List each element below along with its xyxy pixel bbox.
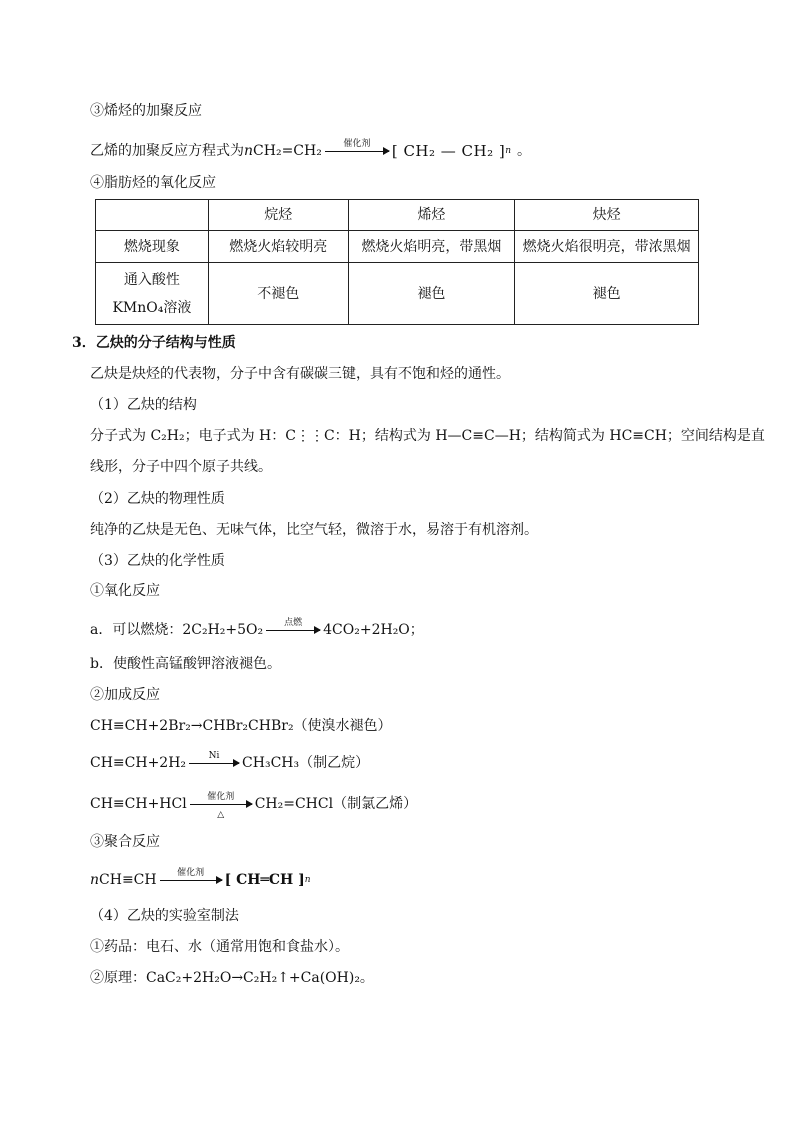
hydrocarbon-oxidation-table (95, 199, 699, 325)
intro-paragraph: 乙炔是炔烃的代表物，分子中含有碳碳三键，具有不饱和烃的通性。 (90, 366, 510, 382)
combustion-equation (90, 617, 424, 640)
section-3-title: 3．乙炔的分子结构与性质 (72, 335, 236, 351)
heat-label: △ (217, 809, 225, 820)
hcl-lead: CH≡CH+HCl (90, 796, 187, 812)
principle: ②原理：CaC₂+2H₂O→C₂H₂↑+Ca(OH)₂。 (90, 970, 374, 986)
table-cell: 褪色 (515, 263, 699, 325)
structure-line-2: 线形，分子中四个原子共线。 (90, 459, 272, 475)
condition-label: 点燃 (284, 617, 303, 628)
reactant: CH₂=CH₂ (253, 143, 322, 159)
ethylene-polymerization-equation (90, 138, 532, 161)
reaction-arrow (190, 791, 252, 820)
table-header-cell: 烷烃 (208, 200, 348, 231)
table-header-row (96, 200, 699, 231)
polyacetylene-product: [ CH═CH ] (224, 872, 305, 888)
hcl-product: CH₂=CHCl（制氯乙烯） (254, 796, 418, 812)
subsection-3-title: （3）乙炔的化学性质 (90, 553, 225, 569)
bromine-addition: CH≡CH+2Br₂→CHBr₂CHBr₂（使溴水褪色） (90, 718, 392, 734)
h2-lead: CH≡CH+2H₂ (90, 755, 187, 771)
reaction-arrow (266, 617, 320, 631)
table-cell: 褪色 (348, 263, 515, 325)
oxidation-title: ①氧化反应 (90, 583, 160, 599)
table-cell: 不褪色 (208, 263, 348, 325)
subsection-2-title: （2）乙炔的物理性质 (90, 491, 225, 507)
heading-oxidation: ④脂肪烃的氧化反应 (90, 175, 216, 191)
condition-label: 催化剂 (207, 791, 235, 802)
reaction-arrow (325, 138, 389, 152)
poly-lead: CH≡CH (99, 872, 157, 888)
table-cell (96, 263, 209, 325)
catalyst-label: 催化剂 (343, 138, 371, 149)
table-cell: 燃烧火焰明亮，带黑烟 (348, 231, 515, 263)
hydrogen-addition-equation (90, 750, 370, 773)
table-cell: 燃烧现象 (96, 231, 209, 263)
heading-polymerization: ③烯烃的加聚反应 (90, 103, 202, 119)
table-header-cell (96, 200, 209, 231)
row-label-line2: KMnO₄溶液 (112, 299, 192, 316)
product-n: n (505, 146, 512, 156)
physical-properties: 纯净的乙炔是无色、无味气体，比空气轻，微溶于水，易溶于有机溶剂。 (90, 522, 538, 538)
combustion-lead: a．可以燃烧：2C₂H₂+5O₂ (90, 622, 264, 638)
table-cell: 燃烧火焰较明亮 (208, 231, 348, 263)
table-row (96, 263, 699, 325)
kmno4-reaction: b．使酸性高锰酸钾溶液褪色。 (90, 656, 281, 672)
condition-label: Ni (208, 750, 220, 761)
reagents: ①药品：电石、水（通常用饱和食盐水）。 (90, 939, 349, 955)
hcl-addition-equation (90, 791, 418, 820)
addition-title: ②加成反应 (90, 687, 160, 703)
polymerization-title: ③聚合反应 (90, 834, 160, 850)
product-polyethylene: [ CH₂ — CH₂ ] (391, 142, 506, 160)
subsection-1-title: （1）乙炔的结构 (90, 397, 197, 413)
row-label-line1: 通入酸性 (123, 271, 180, 288)
reaction-arrow (160, 867, 222, 881)
poly-n: n (90, 872, 100, 888)
reaction-arrow (189, 750, 239, 764)
equation-end: 。 (517, 143, 532, 159)
table-header-cell: 炔烃 (515, 200, 699, 231)
product-n: n (304, 875, 311, 885)
structure-line-1: 分子式为 C₂H₂；电子式为 H：C⋮⋮C：H；结构式为 H—C≡C—H；结构简式为 HC≡CH；空间结构是直 (90, 428, 765, 444)
table-header-cell: 烯烃 (348, 200, 515, 231)
reactant-n: n (244, 143, 254, 159)
acetylene-polymerization-equation (90, 867, 311, 890)
combustion-product: 4CO₂+2H₂O； (323, 622, 424, 638)
subsection-4-title: （4）乙炔的实验室制法 (90, 908, 239, 924)
equation-lead: 乙烯的加聚反应方程式为 (90, 143, 244, 159)
table-cell: 燃烧火焰很明亮，带浓黑烟 (515, 231, 699, 263)
catalyst-label: 催化剂 (177, 867, 205, 878)
h2-product: CH₃CH₃（制乙烷） (242, 755, 370, 771)
table-row (96, 231, 699, 263)
